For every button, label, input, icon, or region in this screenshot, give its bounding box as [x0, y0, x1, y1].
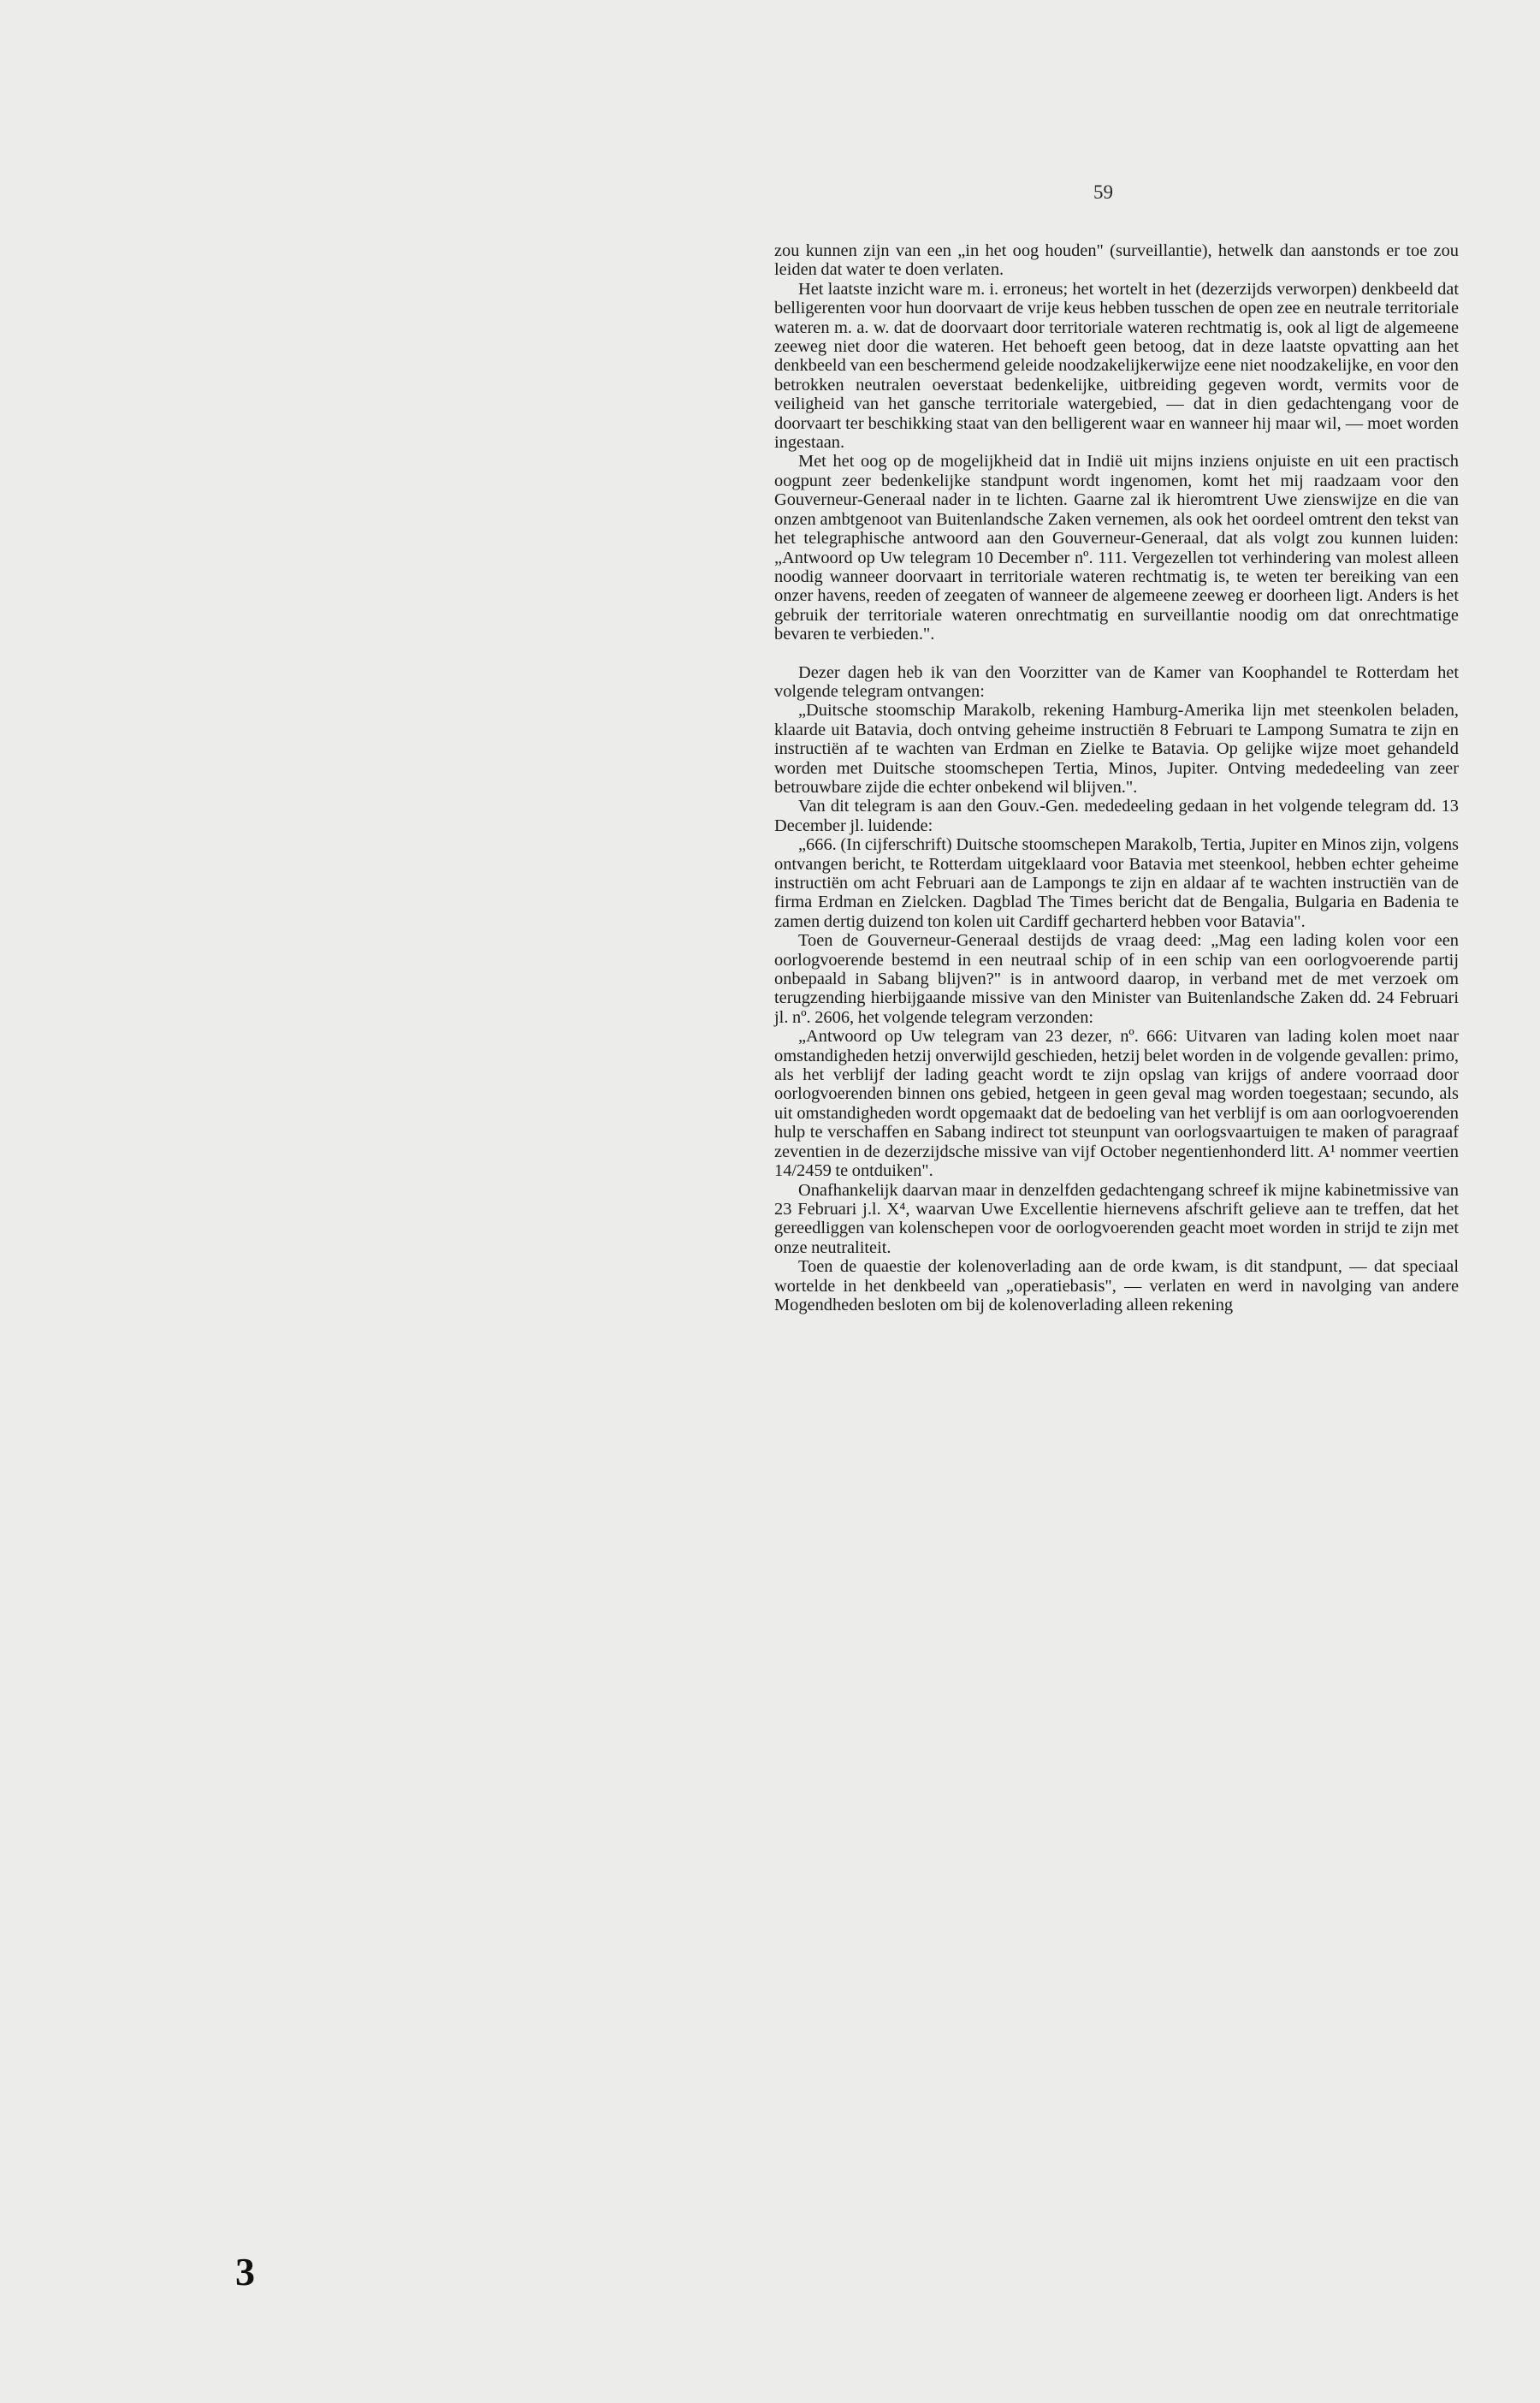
paragraph: zou kunnen zijn van een „in het oog houden" (surveillantie), hetwelk dan aanstonds er toe zou leiden dat water te doen verlaten.	[774, 241, 1459, 280]
paragraph: Toen de Gouverneur-Generaal destijds de vraag deed: „Mag een lading kolen voor een oorlogvoerende bestemd in een neutraal schip of in een schip van een oorlogvoerende partij onbepaald in Sabang blijven?" is in antwoord daarop, in verband met de met verzoek om terugzending hierbijgaande missive van den Minister van Buitenlandsche Zaken dd. 24 Februari jl. nº. 2606, het volgende telegram verzonden:	[774, 931, 1459, 1027]
paragraph: „Duitsche stoomschip Marakolb, rekening Hamburg-Amerika lijn met steenkolen beladen, klaarde uit Batavia, doch ontving geheime instructiën 8 Februari te Lampong Sumatra te zijn en instructiën af te wachten van Erdman en Zielke te Batavia. Op gelijke wijze moet gehandeld worden met Duitsche stoomschepen Tertia, Minos, Jupiter. Ontving mededeeling van zeer betrouwbare zijde die echter onbekend wil blijven.".	[774, 701, 1459, 797]
paragraph: Toen de quaestie der kolenoverlading aan de orde kwam, is dit standpunt, — dat speciaal wortelde in het denkbeeld van „operatiebasis", — verlaten en werd in navolging van andere Mogendheden besloten om bij de kolenoverlading alleen rekening	[774, 1257, 1459, 1314]
paragraph: Onafhankelijk daarvan maar in denzelfden gedachtengang schreef ik mijne kabinetmissive van 23 Februari j.l. X⁴, waarvan Uwe Excellentie hiernevens afschrift gelieve aan te treffen, dat het gereedliggen van kolenschepen voor de oorlogvoerenden geacht moet worden in strijd te zijn met onze neutraliteit.	[774, 1180, 1459, 1257]
paragraph: Van dit telegram is aan den Gouv.-Gen. mededeeling gedaan in het volgende telegram dd. 13 December jl. luidende:	[774, 797, 1459, 835]
signature-mark: 3	[235, 2250, 255, 2293]
paragraph: Het laatste inzicht ware m. i. erroneus; het wortelt in het (dezerzijds verworpen) denkbeeld dat belligerenten voor hun doorvaart de vrije keus hebben tusschen de open zee en neutrale territoriale wateren m. a. w. dat de doorvaart door territoriale wateren rechtmatig is, ook al ligt de algemeene zeeweg niet door die wateren. Het behoeft geen betoog, dat in deze laatste opvatting aan het denkbeeld van een beschermend geleide noodzakelijkerwijze eene niet noodzakelijke, en voor den betrokken neutralen oeverstaat bedenkelijke, uitbreiding gegeven wordt, vermits voor de veiligheid van het gansche territoriale watergebied, — dat in dien gedachtengang voor de doorvaart ter beschikking staat van den belligerent waar en wanneer hij maar wil, — moet worden ingestaan.	[774, 279, 1459, 453]
paragraph: Dezer dagen heb ik van den Voorzitter van de Kamer van Koophandel te Rotterdam het volgende telegram ontvangen:	[774, 662, 1459, 701]
paragraph: Met het oog op de mogelijkheid dat in Indië uit mijns inziens onjuiste en uit een practisch oogpunt zeer bedenkelijke standpunt wordt ingenomen, komt het mij raadzaam voor den Gouverneur-Generaal nader in te lichten. Gaarne zal ik hieromtrent Uwe zienswijze en die van onzen ambtgenoot van Buitenlandsche Zaken vernemen, als ook het oordeel omtrent den tekst van het telegraphische antwoord aan den Gouverneur-Generaal, dat als volgt zou kunnen luiden: „Antwoord op Uw telegram 10 December nº. 111. Vergezellen tot verhindering van molest alleen noodig wanneer doorvaart in territoriale wateren rechtmatig is, te weten ter bereiking van een onzer havens, reeden of zeegaten of wanneer de algemeene zeeweg er doorheen ligt. Anders is het gebruik der territoriale wateren onrechtmatig en surveillantie noodig om dat onrechtmatige bevaren te verbieden.".	[774, 452, 1459, 644]
paragraph: „666. (In cijferschrift) Duitsche stoomschepen Marakolb, Tertia, Jupiter en Minos zijn, volgens ontvangen bericht, te Rotterdam uitgeklaard voor Batavia met steenkool, hebben echter geheime instructiën om acht Februari aan de Lampongs te zijn en aldaar af te wachten instructiën van de firma Erdman en Zielcken. Dagblad The Times bericht dat de Bengalia, Bulgaria en Badenia te zamen dertig duizend ton kolen uit Cardiff gecharterd hebben voor Batavia".	[774, 835, 1459, 931]
document-body	[774, 241, 1459, 1314]
page-number: 59	[1093, 181, 1113, 203]
paragraph: „Antwoord op Uw telegram van 23 dezer, nº. 666: Uitvaren van lading kolen moet naar omstandigheden hetzij onverwijld geschieden, hetzij belet worden in de volgende gevallen: primo, als het verblijf der lading geacht wordt te zijn opslag van krijgs of andere voorraad door oorlogvoerenden binnen ons gebied, hetgeen in geen geval mag worden toegestaan; secundo, als uit omstandigheden wordt opgemaakt dat de bedoeling van het verblijf is om aan oorlogvoerenden hulp te verschaffen en Sabang indirect tot steunpunt van oorlogsvaartuigen te maken of paragraaf zeventien in de dezerzijdsche missive van vijf October negentienhonderd litt. A¹ nommer veertien 14/2459 te ontduiken".	[774, 1027, 1459, 1181]
